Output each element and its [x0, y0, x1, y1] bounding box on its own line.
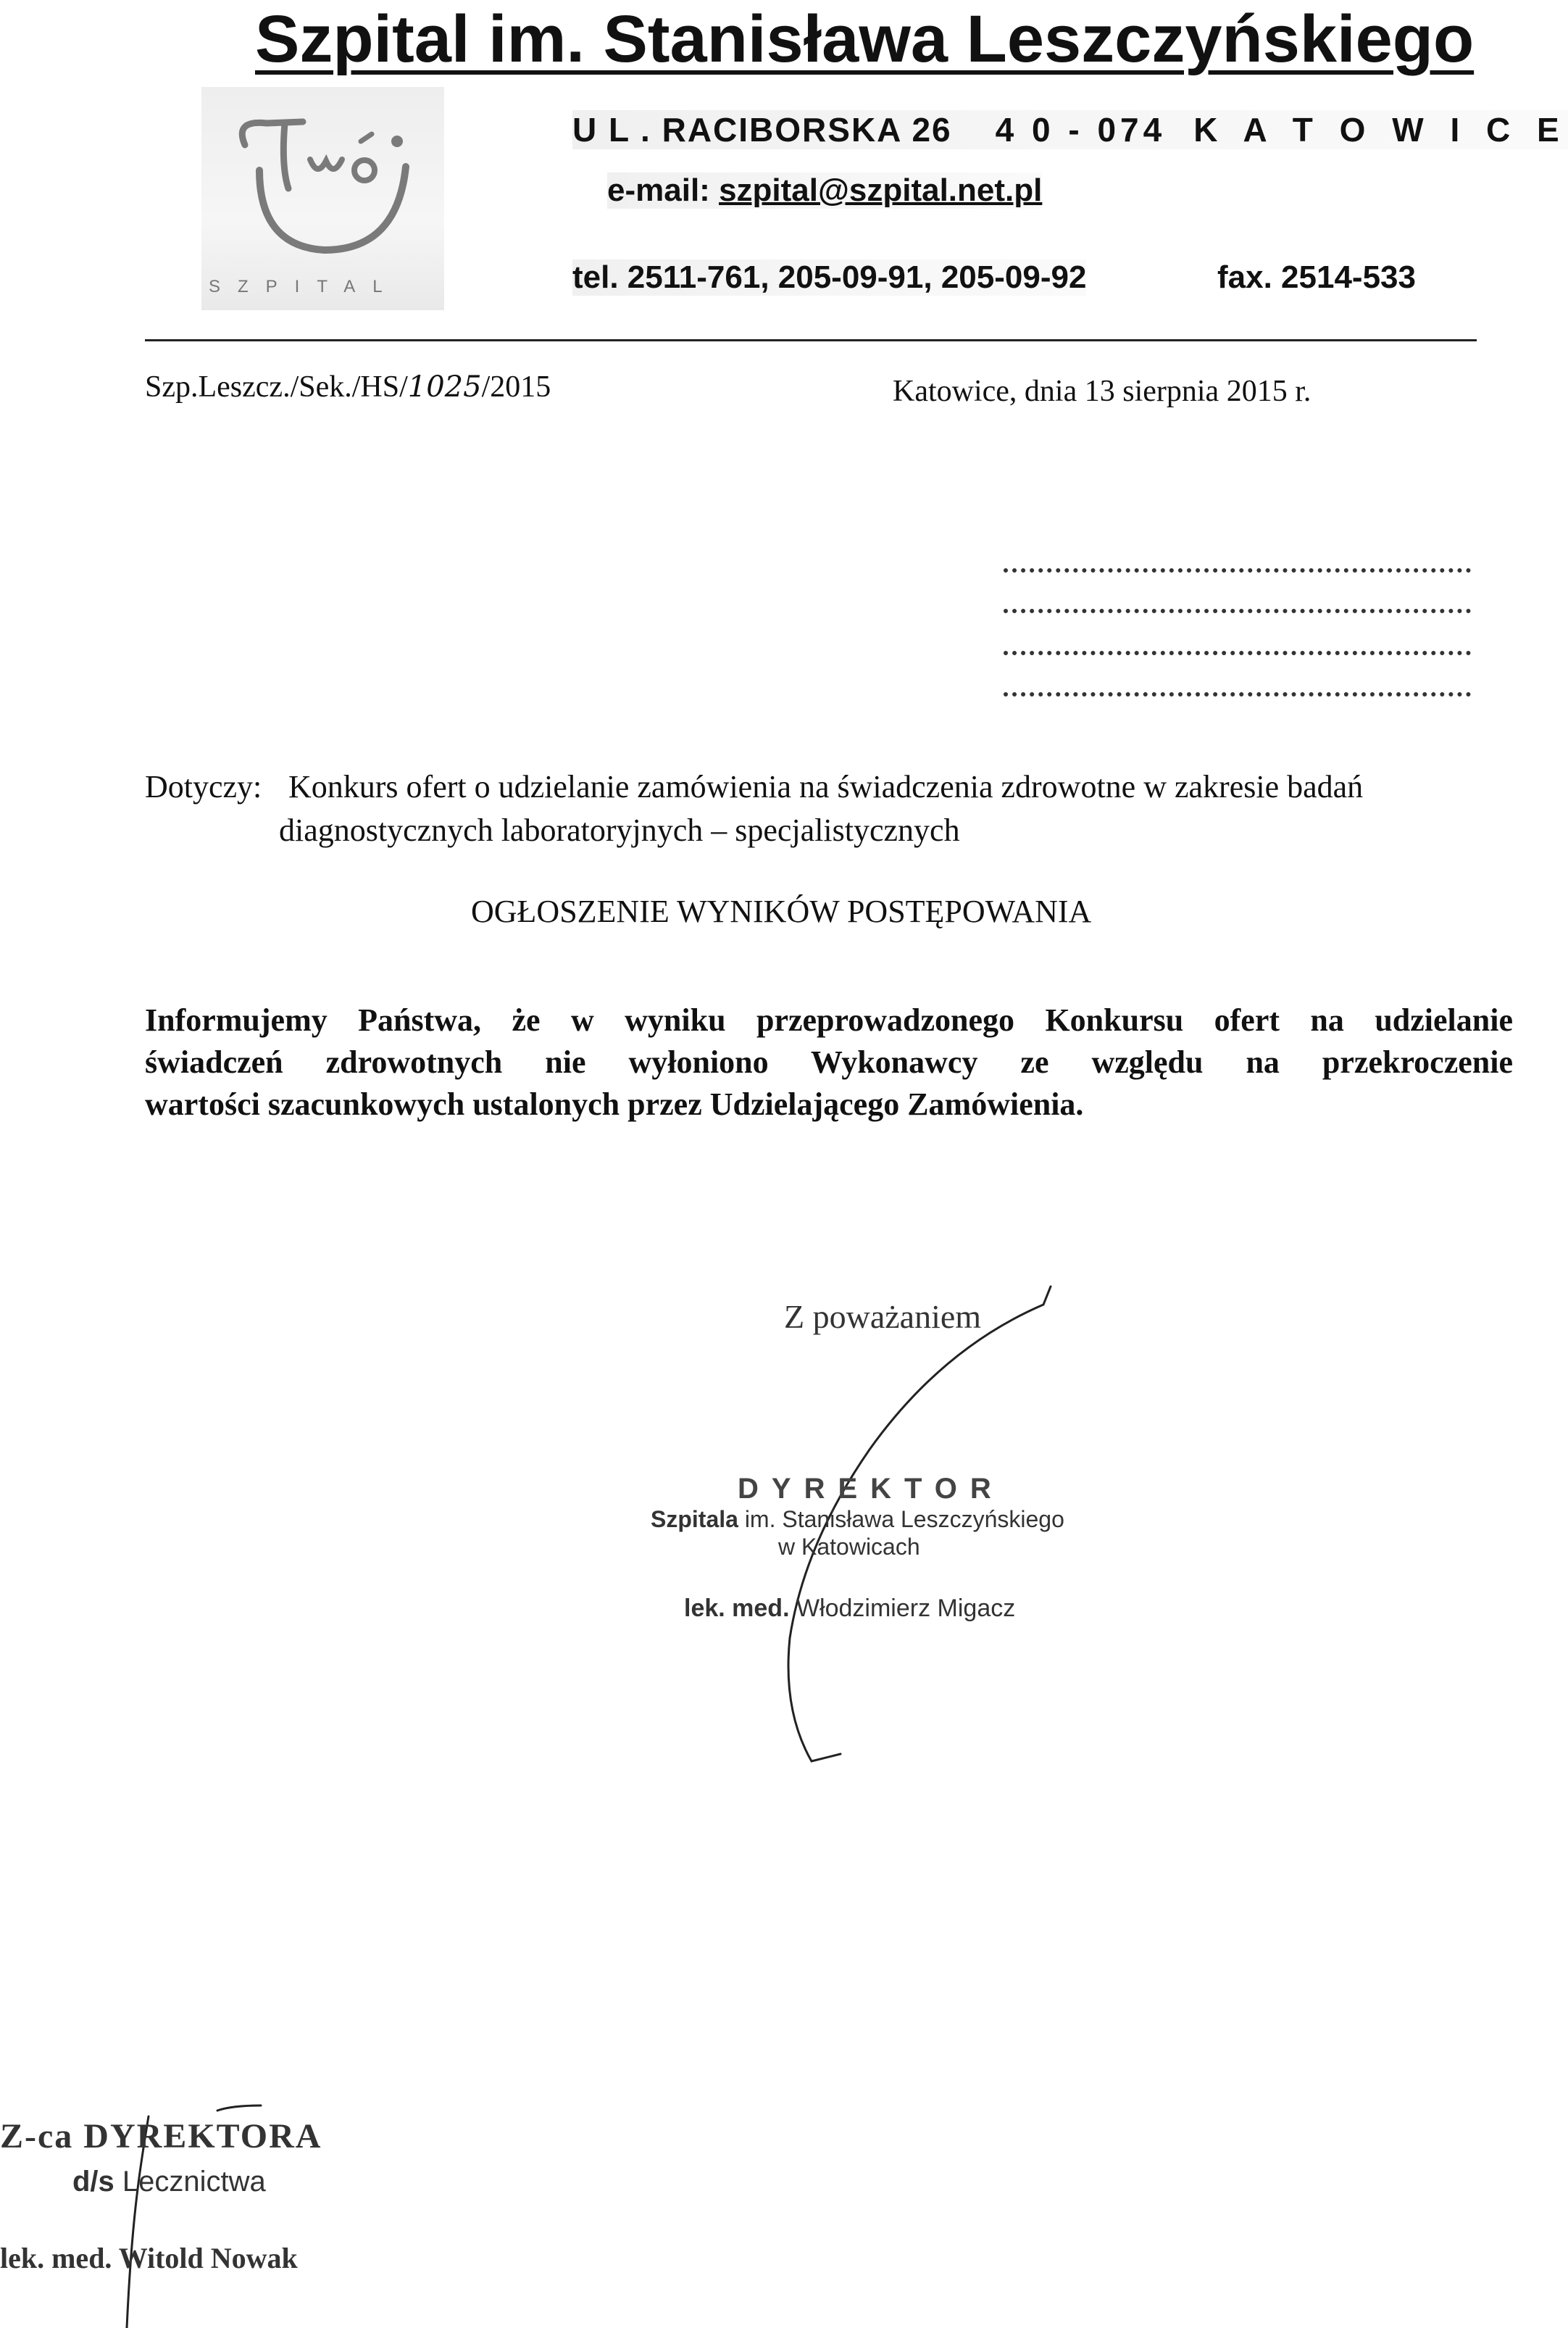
deputy-stamp-unit [72, 2166, 266, 2198]
address-street: U L . RACIBORSKA 26 [572, 111, 952, 149]
deputy-stamp-unit-prefix: d/s [72, 2166, 114, 2198]
subject-line: diagnostycznych laboratoryjnych – specjalistycznych [279, 812, 960, 848]
director-stamp-title: DYREKTOR [738, 1473, 1004, 1505]
email-label: e-mail: [607, 172, 710, 208]
address-city: K A T O W I C E [1193, 111, 1568, 149]
hospital-title: Szpital im. Stanisława Leszczyńskiego [255, 2, 1475, 76]
director-stamp-city: w Katowicach [778, 1534, 920, 1560]
director-stamp-name [684, 1595, 1015, 1623]
deputy-stamp-unit-name: Lecznictwa [122, 2166, 266, 2198]
hospital-phone: tel. 2511-761, 205-09-91, 205-09-92 [572, 259, 1087, 295]
director-stamp-org [651, 1506, 1064, 1533]
reference-suffix: /2015 [481, 370, 551, 404]
email-link[interactable]: szpital@szpital.net.pl [719, 172, 1043, 208]
deputy-stamp-title: Z-ca DYREKTORA [0, 2117, 322, 2156]
reference-handwritten-number: 1025 [407, 370, 482, 404]
reference-prefix: Szp.Leszcz./Sek./HS/ [145, 370, 408, 404]
director-stamp-person: Włodzimierz Migacz [796, 1595, 1016, 1622]
body-line: świadczeń zdrowotnych nie wyłoniono Wykonawcy ze względu na przekroczenie [145, 1044, 1513, 1080]
director-stamp-org-prefix: Szpitala [651, 1506, 738, 1532]
logo-wordmark: SZPITAL [209, 277, 400, 296]
deputy-stamp-name: lek. med. Witold Nowak [0, 2242, 298, 2274]
place-date: Katowice, dnia 13 sierpnia 2015 r. [893, 375, 1311, 408]
hospital-fax: fax. 2514-533 [1217, 259, 1416, 295]
announcement-title: OGŁOSZENIE WYNIKÓW POSTĘPOWANIA [471, 894, 1092, 929]
closing-phrase: Z poważaniem [784, 1298, 982, 1335]
body-line: wartości szacunkowych ustalonych przez Udzielającego Zamówienia. [145, 1086, 1084, 1122]
body-line: Informujemy Państwa, że w wyniku przeprowadzonego Konkursu ofert na udzielanie [145, 1002, 1513, 1038]
address-zip: 4 0 - 074 [995, 111, 1167, 149]
subject-label: Dotyczy: [145, 769, 262, 805]
director-stamp-name-prefix: lek. med. [684, 1595, 790, 1622]
subject-line: Konkurs ofert o udzielanie zamówienia na świadczenia zdrowotne w zakresie badań [288, 769, 1364, 805]
director-stamp-org-name: im. Stanisława Leszczyńskiego [744, 1506, 1064, 1532]
